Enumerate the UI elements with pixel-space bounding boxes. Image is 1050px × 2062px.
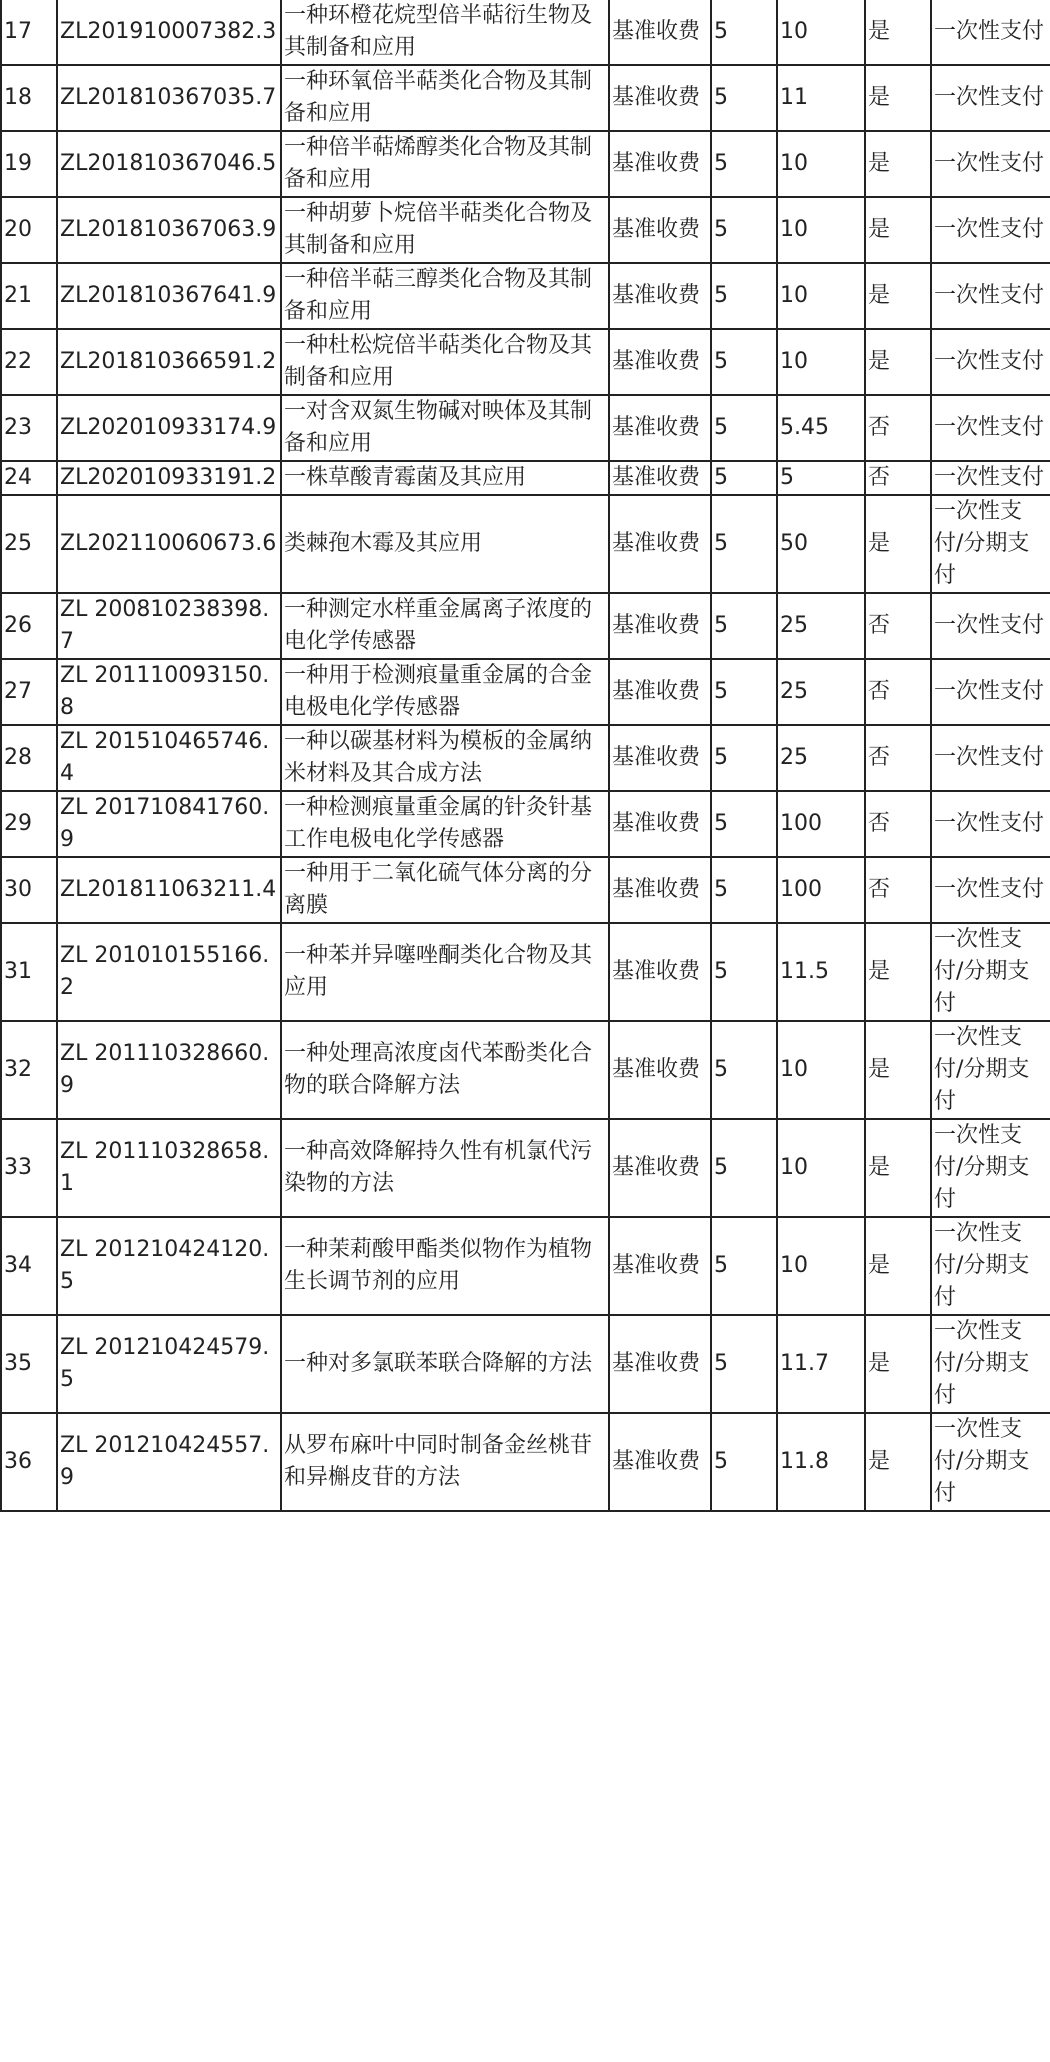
cell-payment-method: 一次性支付 — [931, 659, 1050, 725]
cell-value-a: 5 — [711, 593, 777, 659]
cell-value-b: 10 — [777, 1217, 865, 1315]
cell-fee-type: 基准收费 — [609, 1315, 711, 1413]
table-row — [1, 329, 1050, 395]
cell-row-number: 20 — [1, 197, 57, 263]
cell-value-a: 5 — [711, 1315, 777, 1413]
table-row — [1, 131, 1050, 197]
cell-flag: 是 — [865, 1021, 931, 1119]
cell-value-b: 50 — [777, 495, 865, 593]
cell-row-number: 28 — [1, 725, 57, 791]
cell-value-b: 11.7 — [777, 1315, 865, 1413]
table-row — [1, 593, 1050, 659]
cell-payment-method: 一次性支付 — [931, 263, 1050, 329]
table-row — [1, 65, 1050, 131]
cell-patent-number: ZL202010933191.2 — [57, 461, 281, 495]
cell-patent-number: ZL 200810238398.7 — [57, 593, 281, 659]
table-row — [1, 791, 1050, 857]
cell-value-a: 5 — [711, 857, 777, 923]
cell-value-a: 5 — [711, 495, 777, 593]
cell-value-a: 5 — [711, 725, 777, 791]
cell-fee-type: 基准收费 — [609, 791, 711, 857]
cell-value-a: 5 — [711, 461, 777, 495]
cell-fee-type: 基准收费 — [609, 1119, 711, 1217]
cell-flag: 否 — [865, 791, 931, 857]
cell-fee-type: 基准收费 — [609, 923, 711, 1021]
cell-patent-number: ZL201810367641.9 — [57, 263, 281, 329]
cell-flag: 是 — [865, 923, 931, 1021]
cell-patent-name: 一对含双氮生物碱对映体及其制备和应用 — [281, 395, 609, 461]
cell-patent-name: 从罗布麻叶中同时制备金丝桃苷和异槲皮苷的方法 — [281, 1413, 609, 1511]
cell-value-a: 5 — [711, 131, 777, 197]
cell-patent-name: 一种测定水样重金属离子浓度的电化学传感器 — [281, 593, 609, 659]
cell-patent-number: ZL 201110093150.8 — [57, 659, 281, 725]
cell-patent-name: 一种倍半萜三醇类化合物及其制备和应用 — [281, 263, 609, 329]
table-row — [1, 725, 1050, 791]
cell-fee-type: 基准收费 — [609, 329, 711, 395]
cell-payment-method: 一次性支付 — [931, 857, 1050, 923]
cell-fee-type: 基准收费 — [609, 65, 711, 131]
cell-patent-name: 一种检测痕量重金属的针灸针基工作电极电化学传感器 — [281, 791, 609, 857]
cell-value-b: 25 — [777, 725, 865, 791]
cell-value-a: 5 — [711, 1119, 777, 1217]
cell-flag: 否 — [865, 857, 931, 923]
cell-patent-name: 一种用于检测痕量重金属的合金电极电化学传感器 — [281, 659, 609, 725]
cell-row-number: 22 — [1, 329, 57, 395]
cell-fee-type: 基准收费 — [609, 263, 711, 329]
cell-patent-number: ZL 201210424579.5 — [57, 1315, 281, 1413]
cell-flag: 是 — [865, 1315, 931, 1413]
cell-patent-number: ZL202010933174.9 — [57, 395, 281, 461]
cell-value-a: 5 — [711, 65, 777, 131]
cell-fee-type: 基准收费 — [609, 1021, 711, 1119]
cell-patent-name: 一种倍半萜烯醇类化合物及其制备和应用 — [281, 131, 609, 197]
cell-row-number: 31 — [1, 923, 57, 1021]
cell-payment-method: 一次性支付/分期支付 — [931, 1217, 1050, 1315]
cell-row-number: 29 — [1, 791, 57, 857]
table-row — [1, 1315, 1050, 1413]
cell-patent-name: 一种环橙花烷型倍半萜衍生物及其制备和应用 — [281, 0, 609, 65]
cell-row-number: 17 — [1, 0, 57, 65]
cell-patent-number: ZL201811063211.4 — [57, 857, 281, 923]
cell-patent-name: 一种杜松烷倍半萜类化合物及其制备和应用 — [281, 329, 609, 395]
cell-fee-type: 基准收费 — [609, 131, 711, 197]
cell-patent-number: ZL 201210424557.9 — [57, 1413, 281, 1511]
cell-value-a: 5 — [711, 1021, 777, 1119]
cell-patent-name: 一种对多氯联苯联合降解的方法 — [281, 1315, 609, 1413]
cell-row-number: 21 — [1, 263, 57, 329]
cell-flag: 是 — [865, 1413, 931, 1511]
cell-payment-method: 一次性支付 — [931, 725, 1050, 791]
cell-fee-type: 基准收费 — [609, 1217, 711, 1315]
table-row — [1, 395, 1050, 461]
cell-patent-name: 一种环氧倍半萜类化合物及其制备和应用 — [281, 65, 609, 131]
cell-payment-method: 一次性支付/分期支付 — [931, 495, 1050, 593]
table-row — [1, 1119, 1050, 1217]
cell-value-a: 5 — [711, 659, 777, 725]
cell-fee-type: 基准收费 — [609, 197, 711, 263]
table-row — [1, 659, 1050, 725]
cell-payment-method: 一次性支付 — [931, 0, 1050, 65]
cell-value-b: 10 — [777, 329, 865, 395]
cell-value-a: 5 — [711, 263, 777, 329]
cell-flag: 否 — [865, 725, 931, 791]
cell-value-b: 5.45 — [777, 395, 865, 461]
cell-flag: 否 — [865, 395, 931, 461]
cell-value-b: 11.5 — [777, 923, 865, 1021]
cell-payment-method: 一次性支付/分期支付 — [931, 1119, 1050, 1217]
cell-row-number: 24 — [1, 461, 57, 495]
cell-payment-method: 一次性支付 — [931, 65, 1050, 131]
cell-payment-method: 一次性支付 — [931, 791, 1050, 857]
cell-fee-type: 基准收费 — [609, 495, 711, 593]
cell-payment-method: 一次性支付/分期支付 — [931, 1413, 1050, 1511]
table-row — [1, 0, 1050, 65]
cell-patent-number: ZL 201110328658.1 — [57, 1119, 281, 1217]
cell-flag: 是 — [865, 329, 931, 395]
cell-payment-method: 一次性支付/分期支付 — [931, 1021, 1050, 1119]
cell-patent-name: 一种用于二氧化硫气体分离的分离膜 — [281, 857, 609, 923]
cell-row-number: 30 — [1, 857, 57, 923]
cell-value-b: 100 — [777, 857, 865, 923]
table-row — [1, 1217, 1050, 1315]
cell-patent-number: ZL201810366591.2 — [57, 329, 281, 395]
cell-fee-type: 基准收费 — [609, 461, 711, 495]
cell-payment-method: 一次性支付 — [931, 395, 1050, 461]
table-row — [1, 495, 1050, 593]
cell-patent-number: ZL 201210424120.5 — [57, 1217, 281, 1315]
cell-fee-type: 基准收费 — [609, 857, 711, 923]
cell-value-a: 5 — [711, 329, 777, 395]
cell-fee-type: 基准收费 — [609, 1413, 711, 1511]
cell-flag: 否 — [865, 461, 931, 495]
cell-fee-type: 基准收费 — [609, 593, 711, 659]
cell-value-b: 25 — [777, 593, 865, 659]
cell-flag: 否 — [865, 593, 931, 659]
cell-fee-type: 基准收费 — [609, 725, 711, 791]
cell-patent-name: 类棘孢木霉及其应用 — [281, 495, 609, 593]
cell-row-number: 32 — [1, 1021, 57, 1119]
cell-row-number: 19 — [1, 131, 57, 197]
cell-value-b: 11 — [777, 65, 865, 131]
table-row — [1, 1413, 1050, 1511]
cell-flag: 是 — [865, 0, 931, 65]
cell-flag: 是 — [865, 495, 931, 593]
cell-value-b: 11.8 — [777, 1413, 865, 1511]
cell-patent-name: 一种苯并异噻唑酮类化合物及其应用 — [281, 923, 609, 1021]
cell-payment-method: 一次性支付 — [931, 131, 1050, 197]
cell-row-number: 18 — [1, 65, 57, 131]
cell-flag: 是 — [865, 1119, 931, 1217]
cell-patent-name: 一种胡萝卜烷倍半萜类化合物及其制备和应用 — [281, 197, 609, 263]
cell-flag: 是 — [865, 197, 931, 263]
cell-flag: 是 — [865, 1217, 931, 1315]
cell-value-a: 5 — [711, 1217, 777, 1315]
cell-payment-method: 一次性支付 — [931, 593, 1050, 659]
cell-value-b: 10 — [777, 1119, 865, 1217]
cell-patent-name: 一种以碳基材料为模板的金属纳米材料及其合成方法 — [281, 725, 609, 791]
cell-row-number: 33 — [1, 1119, 57, 1217]
cell-patent-number: ZL202110060673.6 — [57, 495, 281, 593]
cell-value-a: 5 — [711, 1413, 777, 1511]
cell-patent-number: ZL 201710841760.9 — [57, 791, 281, 857]
cell-value-b: 25 — [777, 659, 865, 725]
cell-payment-method: 一次性支付 — [931, 329, 1050, 395]
cell-fee-type: 基准收费 — [609, 0, 711, 65]
cell-patent-name: 一株草酸青霉菌及其应用 — [281, 461, 609, 495]
cell-value-a: 5 — [711, 0, 777, 65]
cell-flag: 是 — [865, 263, 931, 329]
cell-value-b: 5 — [777, 461, 865, 495]
cell-value-b: 10 — [777, 1021, 865, 1119]
table-row — [1, 857, 1050, 923]
cell-flag: 是 — [865, 131, 931, 197]
cell-payment-method: 一次性支付 — [931, 461, 1050, 495]
cell-fee-type: 基准收费 — [609, 659, 711, 725]
cell-value-b: 10 — [777, 131, 865, 197]
cell-patent-name: 一种处理高浓度卤代苯酚类化合物的联合降解方法 — [281, 1021, 609, 1119]
cell-payment-method: 一次性支付/分期支付 — [931, 923, 1050, 1021]
cell-row-number: 26 — [1, 593, 57, 659]
cell-flag: 否 — [865, 659, 931, 725]
cell-row-number: 27 — [1, 659, 57, 725]
table-row — [1, 923, 1050, 1021]
table-row — [1, 461, 1050, 495]
cell-flag: 是 — [865, 65, 931, 131]
cell-patent-number: ZL201810367035.7 — [57, 65, 281, 131]
table-row — [1, 197, 1050, 263]
cell-patent-number: ZL201810367063.9 — [57, 197, 281, 263]
cell-row-number: 23 — [1, 395, 57, 461]
cell-value-b: 10 — [777, 197, 865, 263]
cell-patent-name: 一种茉莉酸甲酯类似物作为植物生长调节剂的应用 — [281, 1217, 609, 1315]
cell-row-number: 34 — [1, 1217, 57, 1315]
cell-value-b: 10 — [777, 0, 865, 65]
cell-patent-number: ZL201910007382.3 — [57, 0, 281, 65]
cell-patent-number: ZL 201010155166.2 — [57, 923, 281, 1021]
cell-patent-number: ZL201810367046.5 — [57, 131, 281, 197]
cell-value-a: 5 — [711, 197, 777, 263]
cell-value-b: 10 — [777, 263, 865, 329]
cell-payment-method: 一次性支付 — [931, 197, 1050, 263]
cell-row-number: 35 — [1, 1315, 57, 1413]
table-row — [1, 263, 1050, 329]
patent-table-body — [1, 0, 1050, 1511]
table-row — [1, 1021, 1050, 1119]
cell-value-a: 5 — [711, 395, 777, 461]
cell-value-b: 100 — [777, 791, 865, 857]
cell-value-a: 5 — [711, 791, 777, 857]
cell-value-a: 5 — [711, 923, 777, 1021]
cell-row-number: 36 — [1, 1413, 57, 1511]
cell-patent-name: 一种高效降解持久性有机氯代污染物的方法 — [281, 1119, 609, 1217]
cell-fee-type: 基准收费 — [609, 395, 711, 461]
cell-payment-method: 一次性支付/分期支付 — [931, 1315, 1050, 1413]
cell-row-number: 25 — [1, 495, 57, 593]
cell-patent-number: ZL 201510465746.4 — [57, 725, 281, 791]
cell-patent-number: ZL 201110328660.9 — [57, 1021, 281, 1119]
